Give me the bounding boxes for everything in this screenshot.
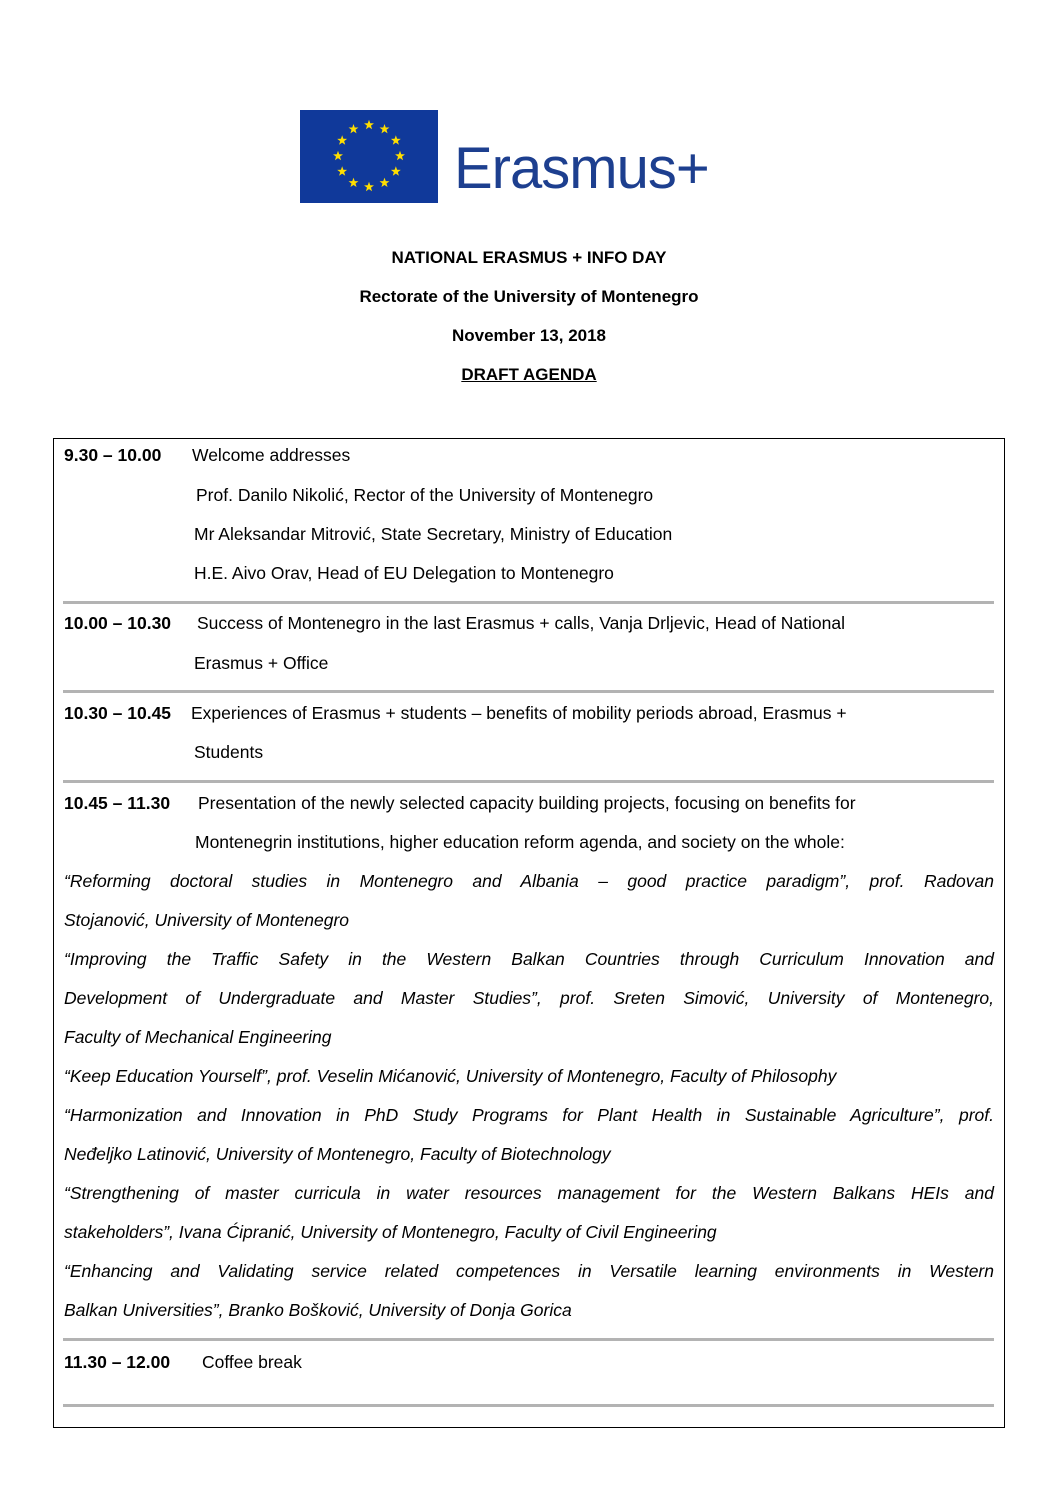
event-title: NATIONAL ERASMUS + INFO DAY: [391, 248, 667, 267]
row-divider: [63, 601, 994, 604]
star-icon: [395, 151, 405, 160]
star-icon: [380, 178, 390, 187]
row-divider: [63, 1404, 994, 1407]
star-icon: [333, 151, 343, 160]
star-icon: [391, 135, 401, 144]
session-title-cont: Erasmus + Office: [194, 653, 329, 673]
session-time: 9.30 – 10.00: [64, 445, 162, 465]
logo-wordmark: Erasmus+: [454, 136, 709, 201]
project-line: Balkan Universities”, Branko Bošković, University of Donja Gorica: [64, 1300, 572, 1320]
logo-plus-sign: +: [675, 136, 709, 201]
project-line: “Keep Education Yourself”, prof. Veselin Mićanović, University of Montenegro, Faculty of Philosophy: [64, 1066, 837, 1086]
session-time: 10.45 – 11.30: [64, 793, 171, 813]
session-time: 10.00 – 10.30: [64, 613, 172, 633]
session-title: Experiences of Erasmus + students – benefits of mobility periods abroad, Erasmus +: [191, 703, 847, 723]
event-date: November 13, 2018: [451, 326, 607, 345]
row-divider: [63, 690, 994, 693]
star-icon: [337, 166, 347, 175]
eu-stars-icon: [300, 110, 438, 203]
session-title: Success of Montenegro in the last Erasmus + calls, Vanja Drljevic, Head of National: [197, 613, 845, 633]
erasmus-plus-logo: [300, 110, 770, 205]
session-time: 10.30 – 10.45: [64, 703, 172, 723]
project-line: Neđeljko Latinović, University of Montenegro, Faculty of Biotechnology: [64, 1144, 611, 1164]
project-line: stakeholders”, Ivana Ćipranić, University of Montenegro, Faculty of Civil Engineering: [64, 1222, 717, 1242]
session-title: Welcome addresses: [192, 445, 351, 465]
session-title-cont: Montenegrin institutions, higher education reform agenda, and society on the whole:: [195, 832, 845, 852]
row-divider: [63, 780, 994, 783]
project-line: “Strengthening of master curricula in water resources management for the Western Balkans HEIs and: [64, 1183, 994, 1203]
star-icon: [380, 124, 390, 133]
session-title: Presentation of the newly selected capacity building projects, focusing on benefits for: [198, 793, 856, 813]
project-line: “Enhancing and Validating service related competences in Versatile learning environments in Western: [64, 1261, 994, 1281]
speaker-line: H.E. Aivo Orav, Head of EU Delegation to Montenegro: [194, 563, 614, 583]
star-icon: [364, 182, 374, 191]
project-line: “Reforming doctoral studies in Montenegro and Albania – good practice paradigm”, prof. Radovan: [64, 871, 994, 891]
project-line: Stojanović, University of Montenegro: [64, 910, 349, 930]
star-icon: [364, 120, 374, 129]
project-line: Development of Undergraduate and Master Studies”, prof. Sreten Simović, University of Montenegro,: [64, 988, 994, 1008]
speaker-line: Prof. Danilo Nikolić, Rector of the University of Montenegro: [196, 485, 654, 505]
star-icon: [349, 124, 359, 133]
project-line: “Harmonization and Innovation in PhD Study Programs for Plant Health in Sustainable Agriculture”, prof.: [64, 1105, 994, 1125]
session-title: Coffee break: [202, 1352, 302, 1372]
star-icon: [349, 178, 359, 187]
star-icon: [337, 135, 347, 144]
session-time: 11.30 – 12.00: [64, 1352, 171, 1372]
star-icon: [391, 166, 401, 175]
project-line: “Improving the Traffic Safety in the Western Balkan Countries through Curriculum Innovation and: [64, 949, 994, 969]
speaker-line: Mr Aleksandar Mitrović, State Secretary, Ministry of Education: [194, 524, 673, 544]
event-venue: Rectorate of the University of Montenegro: [359, 287, 699, 306]
session-title-cont: Students: [194, 742, 264, 762]
project-line: Faculty of Mechanical Engineering: [64, 1027, 332, 1047]
document-label: DRAFT AGENDA: [461, 365, 597, 384]
row-divider: [63, 1338, 994, 1341]
eu-flag: [300, 110, 438, 203]
